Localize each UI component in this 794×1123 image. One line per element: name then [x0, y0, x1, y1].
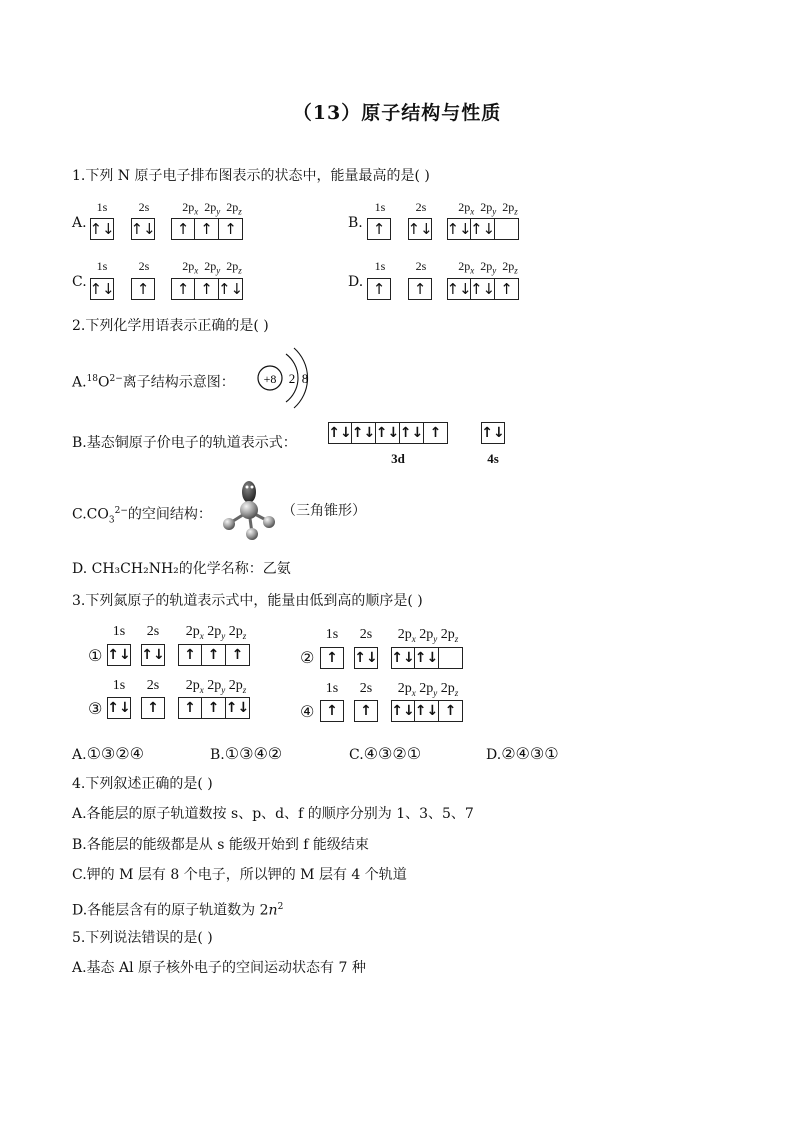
- ion-charge: 2−: [114, 506, 128, 516]
- shell-1-electrons: 2: [288, 371, 296, 386]
- q4-option-d: [72, 898, 283, 920]
- option-label: B.: [210, 747, 225, 763]
- orbital-box: ↑: [202, 697, 226, 719]
- orbital-box: ↑↓: [481, 422, 505, 444]
- shape-name: （三角锥形）: [282, 503, 366, 519]
- label-2s: 2s: [415, 200, 427, 214]
- orbital-box: ↑: [171, 278, 195, 300]
- q2-stem: 2.下列化学用语表示正确的是( ): [72, 318, 269, 334]
- option-label: C.: [349, 747, 364, 763]
- orbital-box: ↑↓: [376, 422, 400, 444]
- orbital-box: ↑: [354, 700, 378, 722]
- formula-subscript: 3: [108, 515, 115, 526]
- orbital-box: ↑↓: [226, 697, 250, 719]
- orbital-box: ↑↓: [391, 700, 415, 722]
- q1-stem: 1.下列 N 原子电子排布图表示的状态中，能量最高的是( ): [72, 168, 430, 184]
- option-label: C.: [72, 506, 87, 523]
- option-label: C.: [72, 274, 87, 290]
- label-1s: 1s: [112, 678, 126, 693]
- orbital-box: ↑: [178, 697, 202, 719]
- label-1s: 1s: [112, 624, 126, 639]
- nucleus-charge: +8: [263, 372, 277, 386]
- orbital-box: ↑↓: [354, 647, 378, 669]
- q4-option-a: A.各能层的原子轨道数按 s、p、d、f 的顺序分别为 1、3、5、7: [72, 806, 474, 822]
- q2-option-b: B.基态铜原子价电子的轨道表示式：: [72, 435, 297, 451]
- orbital-box: ↑↓: [471, 218, 495, 240]
- orbital-box: ↑: [439, 700, 463, 722]
- diagram-number: ②: [300, 648, 315, 667]
- orbital-box: ↑: [367, 218, 391, 240]
- q2-option-d: [72, 560, 291, 578]
- orbital-box: ↑: [171, 218, 195, 240]
- orbital-box: ↑↓: [408, 218, 432, 240]
- label-2s: 2s: [138, 200, 150, 214]
- diagram-number: ③: [88, 699, 103, 718]
- diagram-number: ④: [300, 702, 315, 721]
- label-2p: $2p_x$ $2p_y$ $2p_z$: [458, 200, 518, 217]
- orbital-box: ↑↓: [107, 644, 131, 666]
- label-2s: 2s: [359, 627, 373, 642]
- orbital-box: ↑: [408, 278, 432, 300]
- orbital-box: ↑: [424, 422, 448, 444]
- cu-4s-orbital: [481, 422, 505, 444]
- label-2s: 2s: [146, 624, 160, 639]
- option-text: 的化学名称：乙氨: [178, 561, 291, 577]
- orbital-box: ↑↓: [131, 218, 155, 240]
- orbital-box: ↑: [367, 278, 391, 300]
- ion-charge: 2−: [109, 374, 123, 384]
- orbital-box: ↑: [195, 218, 219, 240]
- orbital-box: ↑: [320, 700, 344, 722]
- mass-number: 18: [86, 374, 99, 384]
- q3-choice-c: [349, 745, 421, 764]
- ion-formula: CO: [86, 506, 109, 523]
- q3-choice-b: [210, 745, 282, 764]
- orbital-box: ↑↓: [400, 422, 424, 444]
- option-label: A.: [72, 374, 87, 391]
- label-1s: 1s: [96, 259, 108, 273]
- option-text: D.各能层含有的原子轨道数为 2: [72, 902, 269, 919]
- label-2p: $2p_x$ $2p_y$ $2p_z$: [397, 627, 459, 644]
- orbital-box: ↑↓: [141, 644, 165, 666]
- orbital-box: ↑↓: [391, 647, 415, 669]
- label-1s: 1s: [96, 200, 108, 214]
- label-2p: $2p_x$ $2p_y$ $2p_z$: [182, 259, 242, 276]
- option-label: A.: [72, 215, 87, 231]
- option-text: 的空间结构：: [127, 506, 212, 523]
- q4-option-b: B.各能层的能级都是从 s 能级开始到 f 能级结束: [72, 837, 369, 853]
- trigonal-pyramid-model-image: [216, 478, 278, 542]
- orbital-box: ↑↓: [328, 422, 352, 444]
- cu-3d-orbitals: [328, 422, 448, 444]
- orbital-box: ↑: [195, 278, 219, 300]
- label-2p: $2p_x$ $2p_y$ $2p_z$: [185, 678, 247, 695]
- option-label: A.: [72, 747, 87, 763]
- label-2p: $2p_x$ $2p_y$ $2p_z$: [182, 200, 242, 217]
- option-label: D.: [72, 561, 88, 577]
- orbital-box: ↑: [178, 644, 202, 666]
- option-label: D.: [348, 274, 364, 290]
- orbital-box: [495, 218, 519, 240]
- label-2s: 2s: [359, 681, 373, 696]
- label-2s: 2s: [415, 259, 427, 273]
- orbital-box: ↑: [202, 644, 226, 666]
- orbital-box: ↑: [495, 278, 519, 300]
- label-1s: 1s: [374, 259, 386, 273]
- orbital-box: ↑↓: [90, 278, 114, 300]
- orbital-box: ↑↓: [352, 422, 376, 444]
- q2-option-a: [72, 370, 235, 392]
- orbital-box: ↑: [320, 647, 344, 669]
- orbital-box: ↑↓: [107, 697, 131, 719]
- q4-option-c: C.钾的 M 层有 8 个电子，所以钾的 M 层有 4 个轨道: [72, 867, 407, 883]
- label-4s: 4s: [487, 451, 499, 466]
- choice-value: ①③②④: [86, 744, 144, 763]
- exponent: 2: [277, 902, 284, 912]
- q5-stem: 5.下列说法错误的是( ): [72, 930, 213, 946]
- orbital-box: ↑↓: [471, 278, 495, 300]
- orbital-box: ↑↓: [447, 278, 471, 300]
- orbital-box: ↑: [226, 644, 250, 666]
- option-text: 离子结构示意图：: [122, 374, 235, 391]
- orbital-box: ↑↓: [415, 647, 439, 669]
- atom-structure-diagram: [254, 346, 314, 410]
- label-1s: 1s: [374, 200, 386, 214]
- option-label: D.: [486, 747, 502, 763]
- element-symbol: O: [98, 374, 110, 391]
- q5-option-a: A.基态 Al 原子核外电子的空间运动状态有 7 种: [72, 960, 366, 976]
- shell-2-electrons: 8: [301, 371, 309, 386]
- label-3d: 3d: [391, 451, 405, 466]
- label-2p: $2p_x$ $2p_y$ $2p_z$: [397, 681, 459, 698]
- orbital-box: ↑: [131, 278, 155, 300]
- q4-stem: 4.下列叙述正确的是( ): [72, 776, 213, 792]
- label-2s: 2s: [146, 678, 160, 693]
- orbital-box: [439, 647, 463, 669]
- orbital-box: ↑↓: [447, 218, 471, 240]
- q3-choice-d: [486, 745, 559, 764]
- q2-option-c: [72, 502, 212, 529]
- choice-value: ①③④②: [224, 744, 283, 763]
- orbital-box: ↑: [219, 218, 243, 240]
- page-title: （13）原子结构与性质: [292, 102, 502, 124]
- q3-choice-a: [72, 745, 144, 764]
- variable-n: n: [268, 902, 278, 919]
- option-label: B.: [348, 215, 363, 231]
- orbital-box: ↑↓: [90, 218, 114, 240]
- q3-stem: 3.下列氮原子的轨道表示式中，能量由低到高的顺序是( ): [72, 593, 423, 609]
- label-1s: 1s: [325, 681, 339, 696]
- compound-formula: CH₃CH₂NH₂: [91, 561, 179, 577]
- orbital-box: ↑↓: [415, 700, 439, 722]
- choice-value: ②④③①: [501, 744, 559, 763]
- choice-value: ④③②①: [363, 744, 422, 763]
- label-2s: 2s: [138, 259, 150, 273]
- label-2p: $2p_x$ $2p_y$ $2p_z$: [458, 259, 518, 276]
- diagram-number: ①: [88, 646, 103, 665]
- label-2p: $2p_x$ $2p_y$ $2p_z$: [185, 624, 247, 641]
- orbital-box: ↑↓: [219, 278, 243, 300]
- label-1s: 1s: [325, 627, 339, 642]
- orbital-box: ↑: [141, 697, 165, 719]
